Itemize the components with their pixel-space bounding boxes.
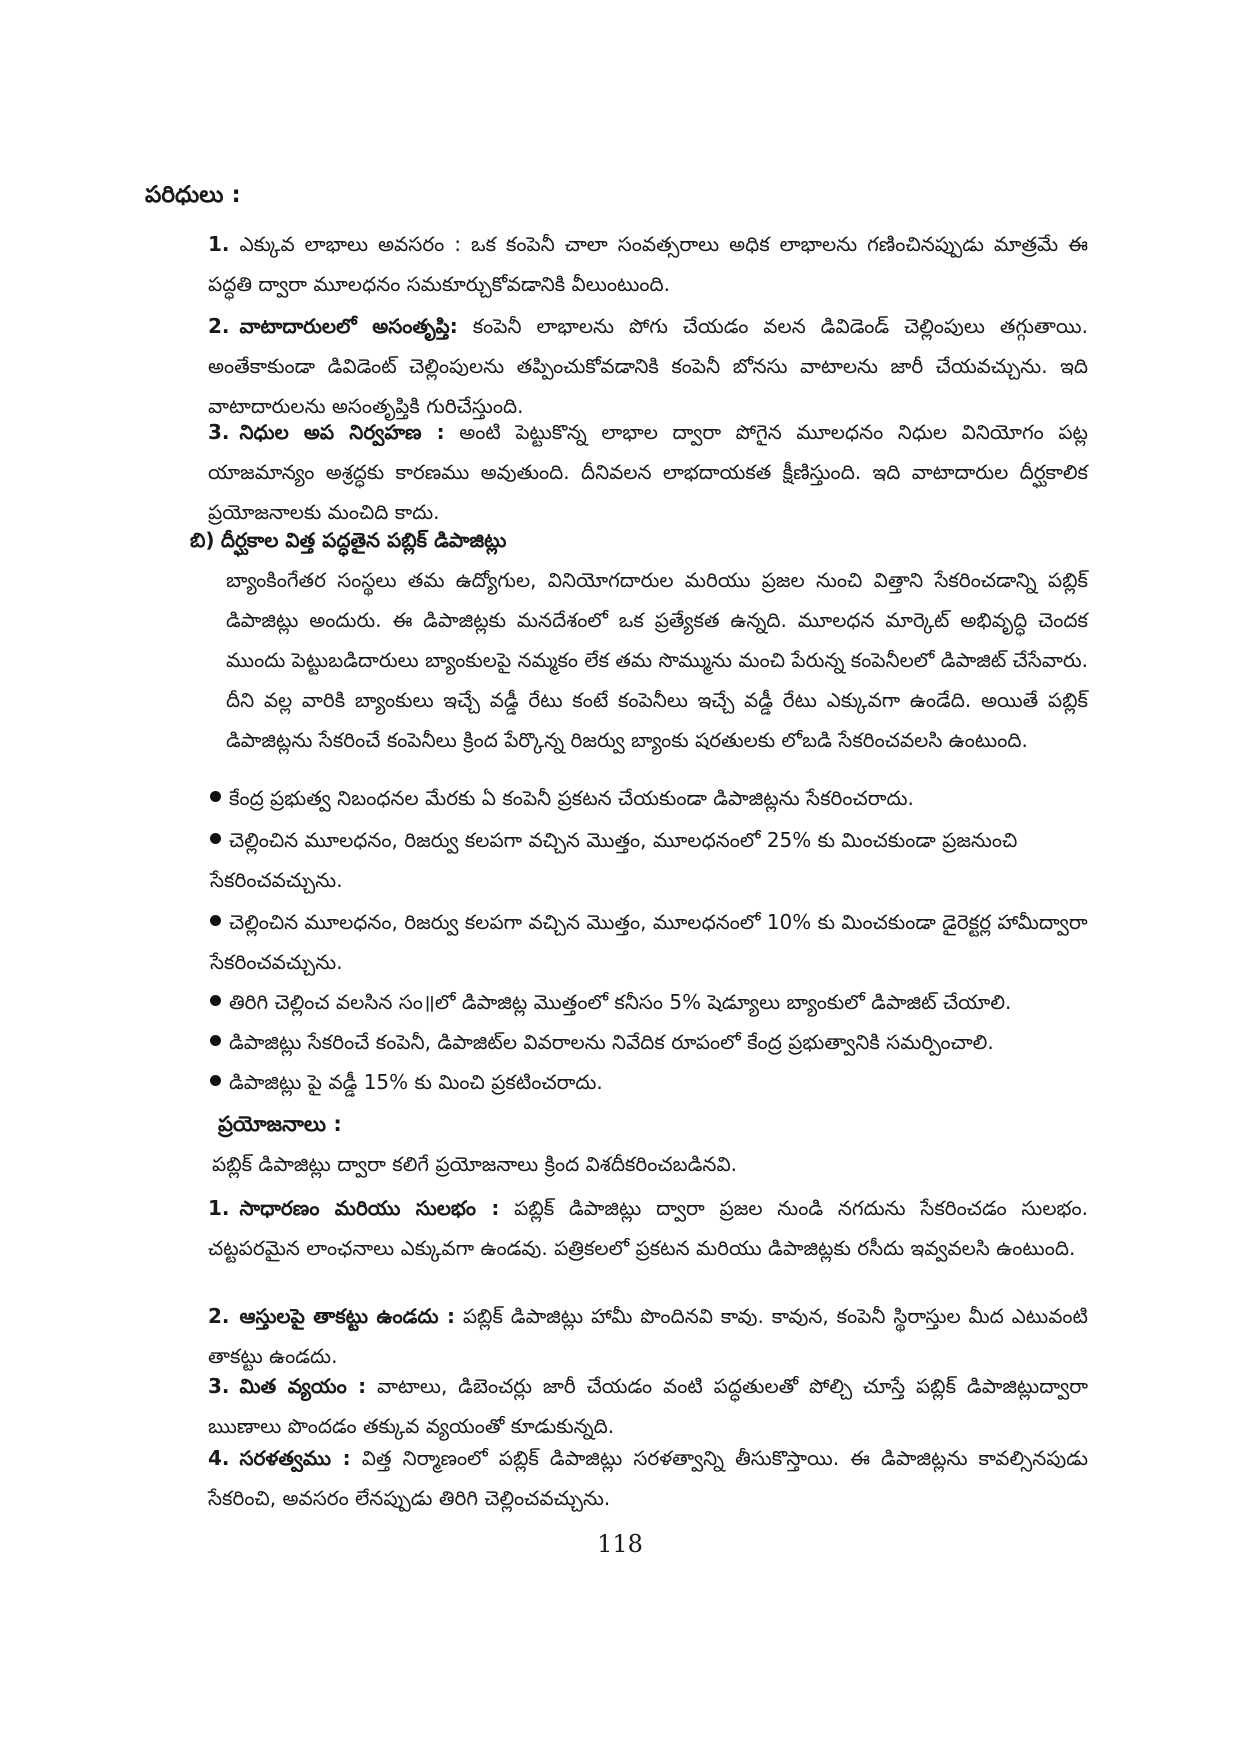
limitation-item-2 <box>208 306 1088 426</box>
item-number: 4. <box>208 1446 230 1470</box>
benefit-item-3 <box>208 1366 1088 1446</box>
item-text: ఎక్కువ లాభాలు అవసరం : ఒక కంపెనీ చాలా సంవత్సరాలు అధిక లాభాలను గణించినప్పుడు మాత్రమే ఈ పద్ధతి ద్వారా మూలధనం సమకూర్చుకోవడానికి వీలుంటుంది. <box>208 232 1088 296</box>
item-text: విత్త నిర్మాణంలో పబ్లిక్ డిపాజిట్లు సరళత్వాన్ని తీసుకొస్తాయి. ఈ డిపాజిట్లను కావల్సినపుడు సేకరించి, అవసరం లేనప్పుడు తిరిగి చెల్లించవచ్చును. <box>208 1446 1088 1510</box>
item-text: కంపెనీ లాభాలను పోగు చేయడం వలన డివిడెండ్ చెల్లింపులు తగ్గుతాయి. అంతేకాకుండా డివిడెంట్ చెల్లింపులను తప్పించుకోవడానికి కంపెనీ బోనసు వాటాలను జారీ చేయవచ్చును. ఇది వాటాదారులను అసంతృప్తికి గురిచేస్తుంది. <box>208 314 1088 418</box>
section-heading-benefits: ప్రయోజనాలు : <box>218 1112 342 1136</box>
bullet-item <box>210 1022 1088 1062</box>
bullet-text: డిపాజిట్లు సేకరించే కంపెనీ, డిపాజిట్‌ల వివరాలను నివేదిక రూపంలో కేంద్ర ప్రభుత్వానికి సమర్పించాలి. <box>229 1030 994 1054</box>
section-heading-limitations: పరిధులు : <box>145 182 241 208</box>
benefits-intro: పబ్లిక్ డిపాజిట్లు ద్వారా కలిగే ప్రయోజనాలు క్రింద విశదీకరించబడినవి. <box>212 1152 738 1176</box>
item-text: పబ్లిక్ డిపాజిట్లు హామీ పొందినవి కావు. కావున, కంపెనీ స్థిరాస్తుల మీద ఎటువంటి తాకట్టు ఉండదు. <box>208 1304 1088 1368</box>
item-title: నిధుల అప నిర్వహణ : <box>239 420 445 444</box>
page-number: 118 <box>597 1530 643 1558</box>
bullet-item <box>210 1062 1088 1102</box>
item-number: 2. <box>208 1304 230 1328</box>
bullet-text: కేంద్ర ప్రభుత్వ నిబంధనల మేరకు ఏ కంపెనీ ప్రకటన చేయకుండా డిపాజిట్లను సేకరించరాదు. <box>229 786 914 810</box>
item-number: 1. <box>208 232 230 256</box>
bullet-text: చెల్లించిన మూలధనం, రిజర్వు కలపగా వచ్చిన మొత్తం, మూలధనంలో 25% కు మించకుండా ప్రజనుంచి సేకరించవచ్చును. <box>210 828 1018 892</box>
item-title: సాధారణం మరియు సులభం : <box>239 1196 500 1220</box>
benefit-item-2 <box>208 1296 1088 1376</box>
benefit-item-1 <box>208 1188 1088 1268</box>
bullet-text: తిరిగి చెల్లించ వలసిన సం॥లో డిపాజిట్ల మొత్తంలో కనీసం 5% షెడ్యూలు బ్యాంకులో డిపాజిట్ చేయాలి. <box>229 990 1012 1014</box>
bullet-icon <box>210 833 221 844</box>
item-text: వాటాలు, డిబెంచర్లు జారీ చేయడం వంటి పద్ధతులతో పోల్చి చూస్తే పబ్లిక్ డిపాజిట్లుద్వారా ఋణాలు పొందడం తక్కువ వ్యయంతో కూడుకున్నది. <box>208 1374 1088 1438</box>
bullet-item <box>210 982 1088 1022</box>
bullet-text: చెల్లించిన మూలధనం, రిజర్వు కలపగా వచ్చిన మొత్తం, మూలధనంలో 10% కు మించకుండా డైరెక్టర్ల హామీద్వారా సేకరించవచ్చును. <box>210 910 1088 974</box>
bullet-icon <box>210 791 221 802</box>
section-b-heading <box>190 520 1088 560</box>
item-number: 2. <box>208 314 230 338</box>
item-title: ఆస్తులపై తాకట్టు ఉండదు : <box>239 1304 455 1328</box>
bullet-icon <box>210 995 221 1006</box>
limitation-item-3 <box>208 412 1088 532</box>
item-text: అంటి పెట్టుకొన్న లాభాల ద్వారా పోగైన మూలధనం నిధుల వినియోగం పట్ల యాజమాన్యం అశ్రద్ధకు కారణము అవుతుంది. దీనివలన లాభదాయకత క్షీణిస్తుంది. ఇది వాటాదారుల దీర్ఘకాలిక ప్రయోజనాలకు మంచిది కాదు. <box>208 420 1088 524</box>
bullet-icon <box>210 915 221 926</box>
bullet-icon <box>210 1035 221 1046</box>
bullet-item <box>210 820 1088 900</box>
item-title: సరళత్వము : <box>239 1446 351 1470</box>
bullet-text: డిపాజిట్లు పై వడ్డీ 15% కు మించి ప్రకటించరాదు. <box>229 1070 603 1094</box>
section-b-paragraph: బ్యాంకింగేతర సంస్థలు తమ ఉద్యోగుల, వినియోగదారుల మరియు ప్రజల నుంచి విత్తాని సేకరించడాన్ని పబ్లిక్ డిపాజిట్లు అందురు. ఈ డిపాజిట్లకు మనదేశంలో ఒక ప్రత్యేకత ఉన్నది. మూలధన మార్కెట్ అభివృద్ధి చెందక ముందు పెట్టుబడిదారులు బ్యాంకులపై నమ్మకం లేక తమ సొమ్మును మంచి పేరున్న కంపెనీలలో డిపాజిట్ చేసేవారు. దీని వల్ల వారికి బ్యాంకులు ఇచ్చే వడ్డీ రేటు కంటే కంపెనీలు ఇచ్చే వడ్డీ రేటు ఎక్కువగా ఉండేది. అయితే పబ్లిక్ డిపాజిట్లను సేకరించే కంపెనీలు క్రింద పేర్కొన్న రిజర్వు బ్యాంకు షరతులకు లోబడి సేకరించవలసి ఉంటుంది. <box>226 568 1088 752</box>
item-number: 1. <box>208 1196 230 1220</box>
benefit-item-4 <box>208 1438 1088 1518</box>
item-number: 3. <box>208 1374 230 1398</box>
section-b-title: దీర్ఘకాల విత్త పద్ధతైన పబ్లిక్ డిపాజిట్లు <box>220 528 507 552</box>
item-title: వాటాదారులలో అసంతృప్తి: <box>239 314 458 338</box>
item-title: మిత వ్యయం : <box>239 1374 367 1398</box>
bullet-item <box>210 902 1088 982</box>
bullet-icon <box>210 1075 221 1086</box>
item-text: పబ్లిక్ డిపాజిట్లు ద్వారా ప్రజల నుండి నగదును సేకరించడం సులభం. చట్టపరమైన లాంఛనాలు ఎక్కువగా ఉండవు. పత్రికలలో ప్రకటన మరియు డిపాజిట్లకు రసీదు ఇవ్వవలసి ఉంటుంది. <box>208 1196 1088 1260</box>
section-b-label: బి) <box>190 528 215 552</box>
bullet-item <box>210 778 1088 818</box>
limitation-item-1 <box>208 224 1088 304</box>
item-number: 3. <box>208 420 230 444</box>
